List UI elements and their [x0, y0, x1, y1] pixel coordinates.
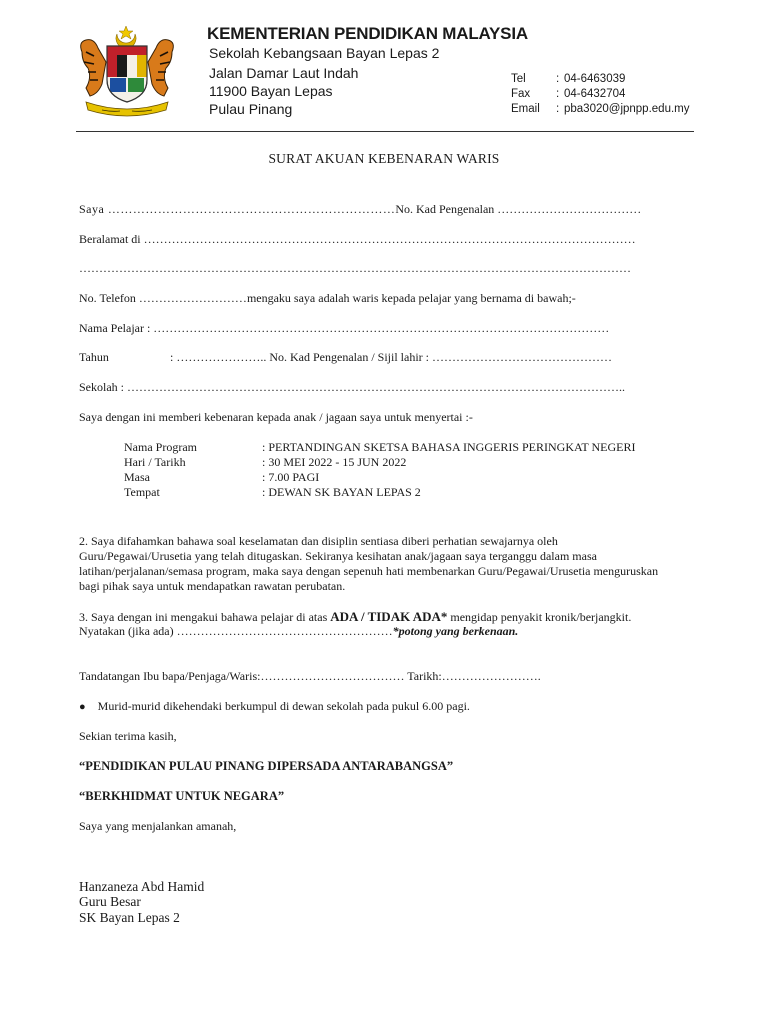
tel-colon: :: [556, 73, 560, 85]
health-declaration-lead: 3. Saya dengan ini mengakui bahawa pelajar di atas: [79, 610, 328, 624]
safety-paragraph-line-1: 2. Saya difahamkan bahawa soal keselamatan dan disiplin sentiasa diberi perhatian sewajarnya oleh: [79, 534, 558, 548]
email-colon: :: [556, 103, 560, 115]
fax-label: Fax: [511, 88, 531, 100]
trust-statement: Saya yang menjalankan amanah,: [79, 819, 237, 833]
safety-paragraph-line-3: latihan/perjalanan/semasa program, maka saya dengan sepenuh hati membenarkan Guru/Pegawai/Urusetia menguruskan: [79, 564, 659, 578]
coat-of-arms-logo: [72, 22, 182, 122]
state: Pulau Pinang: [209, 101, 293, 117]
phone-field: No. Telefon ………………………: [79, 291, 247, 305]
program-time-label: Masa: [124, 470, 150, 484]
year-ic-line: [170, 350, 612, 365]
state-motto: “PENDIDIKAN PULAU PINANG DIPERSADA ANTARABANGSA”: [79, 759, 454, 773]
email-label: Email: [511, 103, 540, 115]
phone-line: [79, 291, 576, 306]
ministry-name: KEMENTERIAN PENDIDIKAN MALAYSIA: [207, 24, 528, 43]
safety-paragraph-line-2: Guru/Pegawai/Urusetia yang telah ditugaskan. Sekiranya kesihatan anak/jagaan saya terganggu dalam masa: [79, 549, 597, 563]
guardian-declaration: mengaku saya adalah waris kepada pelajar yang bernama di bawah;-: [246, 291, 576, 305]
assembly-note: [79, 699, 470, 714]
fax-value: 04-6432704: [564, 88, 626, 100]
program-venue-label: Tempat: [124, 485, 160, 499]
school-name: Sekolah Kebangsaan Bayan Lepas 2: [209, 45, 440, 61]
program-date-value: : 30 MEI 2022 - 15 JUN 2022: [262, 455, 407, 469]
student-name-line: Nama Pelajar : ……………………………………………………………………………………………………: [79, 321, 610, 335]
fax-colon: :: [556, 88, 560, 100]
assembly-note-text: Murid-murid dikehendaki berkumpul di dewan sekolah pada pukul 6.00 pagi.: [97, 699, 470, 713]
program-date-label: Hari / Tarikh: [124, 455, 186, 469]
address-line-2: …………………………………………………………………………………………………………………………: [79, 261, 631, 275]
ada-tidak-ada-choice: ADA / TIDAK ADA*: [330, 609, 448, 624]
address-line-1: Beralamat di ……………………………………………………………………………………………………………: [79, 232, 636, 246]
health-declaration-tail: mengidap penyakit kronik/berjangkit.: [450, 610, 632, 624]
parent-signature-field: Tandatangan Ibu bapa/Penjaga/Waris:………………………………: [79, 669, 405, 683]
signature-date-field: Tarikh:…………………….: [407, 669, 541, 683]
health-declaration-line-1: [79, 609, 631, 625]
form-name-line: [79, 202, 641, 217]
tel-value: 04-6463039: [564, 73, 626, 85]
safety-paragraph-line-4: bagi pihak saya untuk mendapatkan rawatan perubatan.: [79, 579, 346, 593]
student-ic-field: No. Kad Pengenalan / Sijil lahir : ………………………………………: [269, 350, 612, 364]
national-motto: “BERKHIDMAT UNTUK NEGARA”: [79, 789, 285, 803]
street-address: Jalan Damar Laut Indah: [209, 65, 359, 81]
signatory-name: Hanzaneza Abd Hamid: [79, 879, 205, 894]
signatory-position: Guru Besar: [79, 894, 141, 909]
year-label: Tahun: [79, 350, 109, 364]
parent-signature-line: [79, 669, 541, 684]
consent-statement: Saya dengan ini memberi kebenaran kepada anak / jagaan saya untuk menyertai :-: [79, 410, 473, 424]
health-declaration-line-2: [79, 624, 518, 639]
strike-note: *potong yang berkenaan.: [392, 624, 519, 638]
parent-name-field: Saya ……………………………………………………………: [79, 202, 396, 216]
program-name-value: : PERTANDINGAN SKETSA BAHASA INGGERIS PERINGKAT NEGERI: [262, 440, 636, 454]
condition-field: Nyatakan (jika ada) ………………………………………………: [79, 624, 393, 638]
program-time-value: : 7.00 PAGI: [262, 470, 320, 484]
header-divider: [76, 131, 694, 132]
program-name-label: Nama Program: [124, 440, 197, 454]
program-venue-value: : DEWAN SK BAYAN LEPAS 2: [262, 485, 421, 499]
email-value: pba3020@jpnpp.edu.my: [564, 103, 690, 115]
bullet-icon: ●: [79, 701, 86, 713]
school-line: Sekolah : ……………………………………………………………………………………………………………..: [79, 380, 625, 394]
signatory-school: SK Bayan Lepas 2: [79, 910, 180, 925]
tel-label: Tel: [511, 73, 526, 85]
document-title: SURAT AKUAN KEBENARAN WARIS: [268, 151, 500, 166]
closing-remark: Sekian terima kasih,: [79, 729, 177, 743]
parent-ic-field: No. Kad Pengenalan ………………………………: [395, 202, 642, 216]
year-field: : …………………..: [170, 350, 267, 364]
postcode-city: 11900 Bayan Lepas: [209, 83, 333, 99]
